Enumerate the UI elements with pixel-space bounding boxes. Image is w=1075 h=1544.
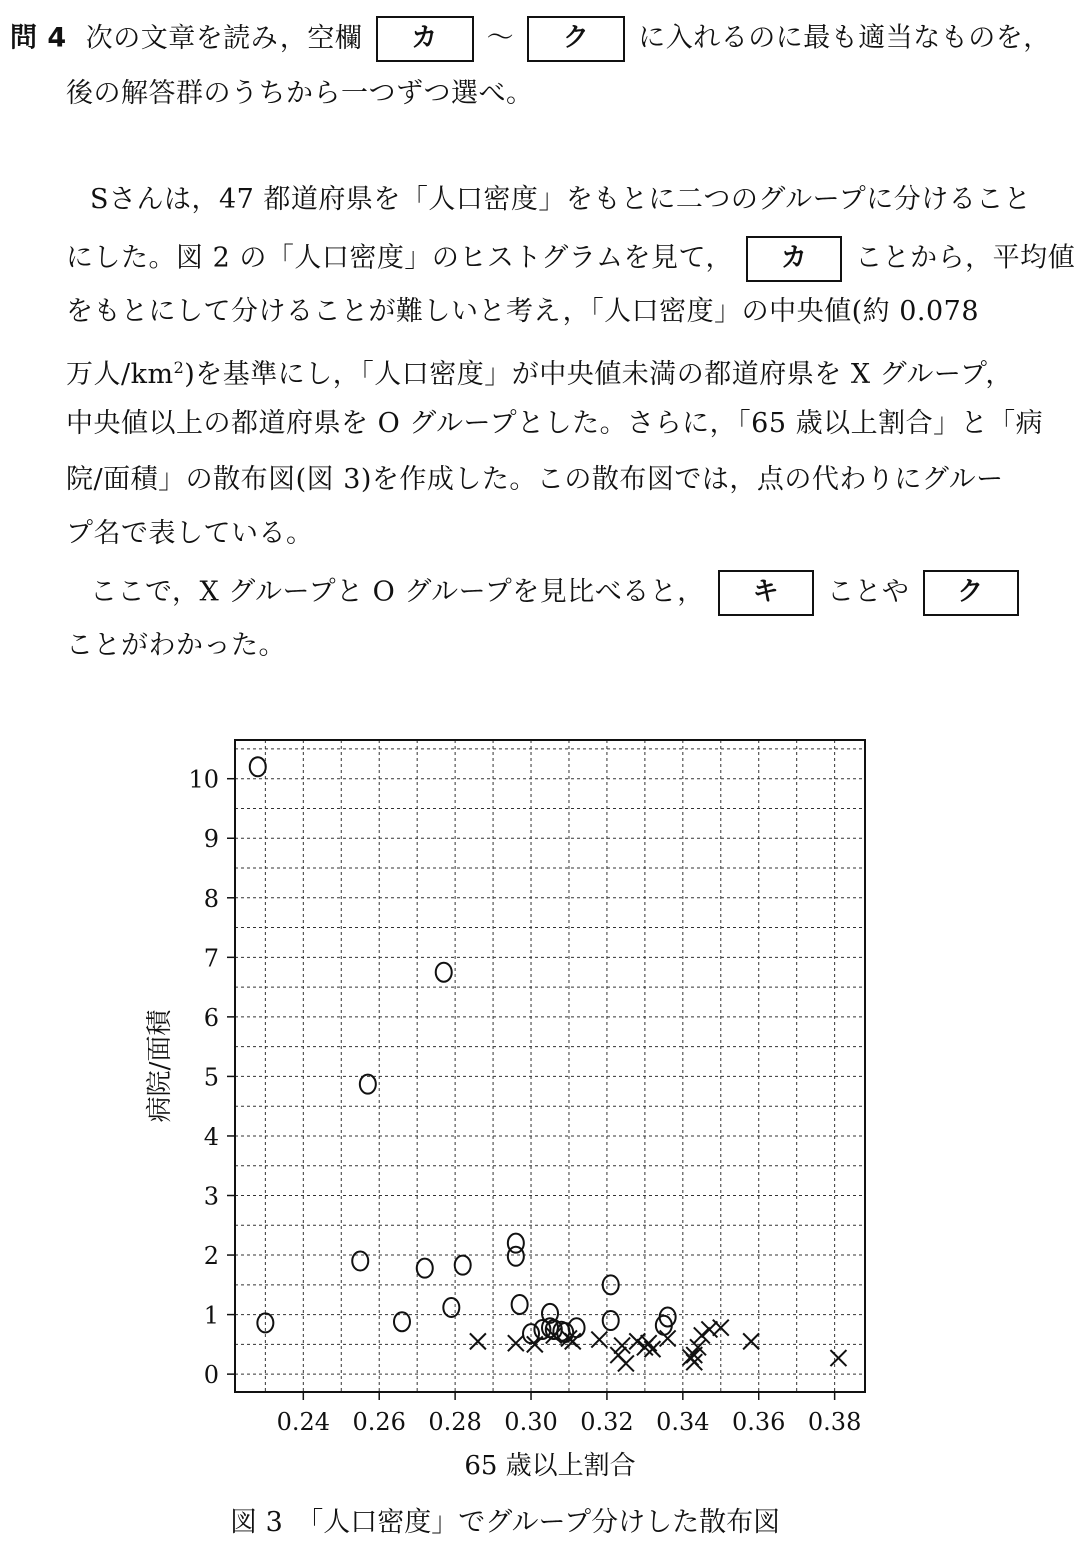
passage-line-7: プ名で表している。 bbox=[66, 518, 314, 549]
y-tick-label: 8 bbox=[203, 884, 219, 913]
o-group-point bbox=[512, 1295, 528, 1314]
passage-line-9: ことがわかった。 bbox=[66, 630, 286, 661]
chart-ticks bbox=[188, 766, 861, 1436]
x-tick-label: 0.36 bbox=[732, 1408, 786, 1436]
chart-grid bbox=[235, 740, 865, 1392]
y-tick-label: 9 bbox=[203, 825, 219, 854]
o-group-point bbox=[455, 1256, 471, 1275]
passage-line-4b: )を基準にし，「人口密度」が中央値未満の都道府県を X グループ， bbox=[184, 359, 1013, 390]
passage-line-2 bbox=[66, 236, 1075, 282]
x-group-point bbox=[508, 1335, 524, 1351]
x-group-point bbox=[701, 1321, 717, 1337]
y-tick-label: 6 bbox=[203, 1003, 219, 1032]
blank-box-ku: ク bbox=[527, 16, 625, 62]
o-group-point bbox=[508, 1247, 524, 1266]
x-group-point bbox=[629, 1333, 645, 1349]
x-group-point bbox=[591, 1332, 607, 1348]
blank-box-ka-inline: カ bbox=[746, 236, 842, 282]
passage-line-4 bbox=[66, 348, 1013, 395]
y-axis-label: 病院/面積 bbox=[145, 1009, 175, 1123]
y-tick-label: 10 bbox=[188, 765, 219, 794]
scatter-chart bbox=[140, 720, 900, 1490]
passage-line-2b: ことから，平均値 bbox=[855, 242, 1075, 274]
y-tick-label: 3 bbox=[203, 1182, 219, 1211]
passage-line-4a: 万人/km bbox=[66, 359, 174, 390]
y-tick-label: 0 bbox=[203, 1361, 219, 1390]
o-group-point bbox=[394, 1312, 410, 1331]
blank-box-ka: カ bbox=[376, 16, 474, 62]
x-tick-label: 0.28 bbox=[428, 1408, 482, 1436]
blank-box-ku-inline: ク bbox=[923, 570, 1019, 616]
passage-line-2a: にした。図 2 の「人口密度」のヒストグラムを見て， bbox=[66, 242, 733, 274]
x-group-point bbox=[641, 1335, 657, 1351]
passage-line-8b: ことや bbox=[826, 576, 910, 608]
blank-box-ki: キ bbox=[718, 570, 814, 616]
x-group-point bbox=[690, 1339, 706, 1355]
x-tick-label: 0.34 bbox=[656, 1408, 710, 1436]
x-tick-label: 0.24 bbox=[276, 1408, 331, 1436]
o-group-point bbox=[569, 1318, 585, 1337]
o-group-point bbox=[417, 1259, 433, 1278]
passage-line-6: 院/面積」の散布図(図 3)を作成した。この散布図では，点の代わりにグルー bbox=[66, 464, 1004, 495]
x-group-point bbox=[694, 1327, 710, 1343]
question-line-2: 後の解答群のうちから一つずつ選べ。 bbox=[66, 78, 534, 109]
o-group-point bbox=[603, 1311, 619, 1330]
o-group-point bbox=[436, 963, 452, 982]
x-group-point bbox=[470, 1333, 486, 1349]
question-line-1 bbox=[10, 16, 1051, 62]
question-number: 問 4 bbox=[10, 22, 67, 54]
chart-marks bbox=[250, 757, 847, 1371]
y-tick-label: 5 bbox=[203, 1063, 219, 1092]
question-intro-a: 次の文章を読み，空欄 bbox=[85, 22, 363, 54]
y-tick-label: 7 bbox=[203, 944, 219, 973]
x-tick-label: 0.38 bbox=[807, 1408, 862, 1436]
passage-line-5: 中央値以上の都道府県を O グループとした。さらに，「65 歳以上割合」と「病 bbox=[66, 408, 1044, 439]
y-tick-label: 4 bbox=[203, 1122, 219, 1151]
x-tick-label: 0.32 bbox=[580, 1408, 634, 1436]
superscript-2: 2 bbox=[173, 358, 185, 377]
x-axis-label: 65 歳以上割合 bbox=[464, 1451, 636, 1481]
x-tick-label: 0.30 bbox=[504, 1408, 558, 1436]
o-group-point bbox=[250, 757, 266, 776]
x-group-point bbox=[830, 1350, 846, 1366]
tilde: ～ bbox=[486, 22, 515, 54]
o-group-point bbox=[360, 1075, 376, 1094]
x-group-point bbox=[743, 1333, 759, 1349]
o-group-point bbox=[603, 1275, 619, 1294]
y-tick-label: 1 bbox=[203, 1301, 219, 1330]
passage-line-3: をもとにして分けることが難しいと考え，「人口密度」の中央値(約 0.078 bbox=[66, 296, 980, 327]
passage-line-8 bbox=[90, 570, 1023, 616]
passage-line-1: Sさんは，47 都道府県を「人口密度」をもとに二つのグループに分けること bbox=[90, 184, 1032, 215]
question-intro-b: に入れるのに最も適当なものを， bbox=[638, 22, 1051, 54]
y-tick-label: 2 bbox=[203, 1242, 219, 1271]
o-group-point bbox=[352, 1252, 368, 1271]
passage-line-8a: ここで，X グループと O グループを見比べると， bbox=[90, 576, 705, 608]
x-group-point bbox=[686, 1354, 702, 1370]
x-tick-label: 0.26 bbox=[352, 1408, 406, 1436]
figure-caption: 図 3 「人口密度」でグループ分けした散布図 bbox=[230, 1507, 781, 1538]
x-group-point bbox=[618, 1355, 634, 1371]
